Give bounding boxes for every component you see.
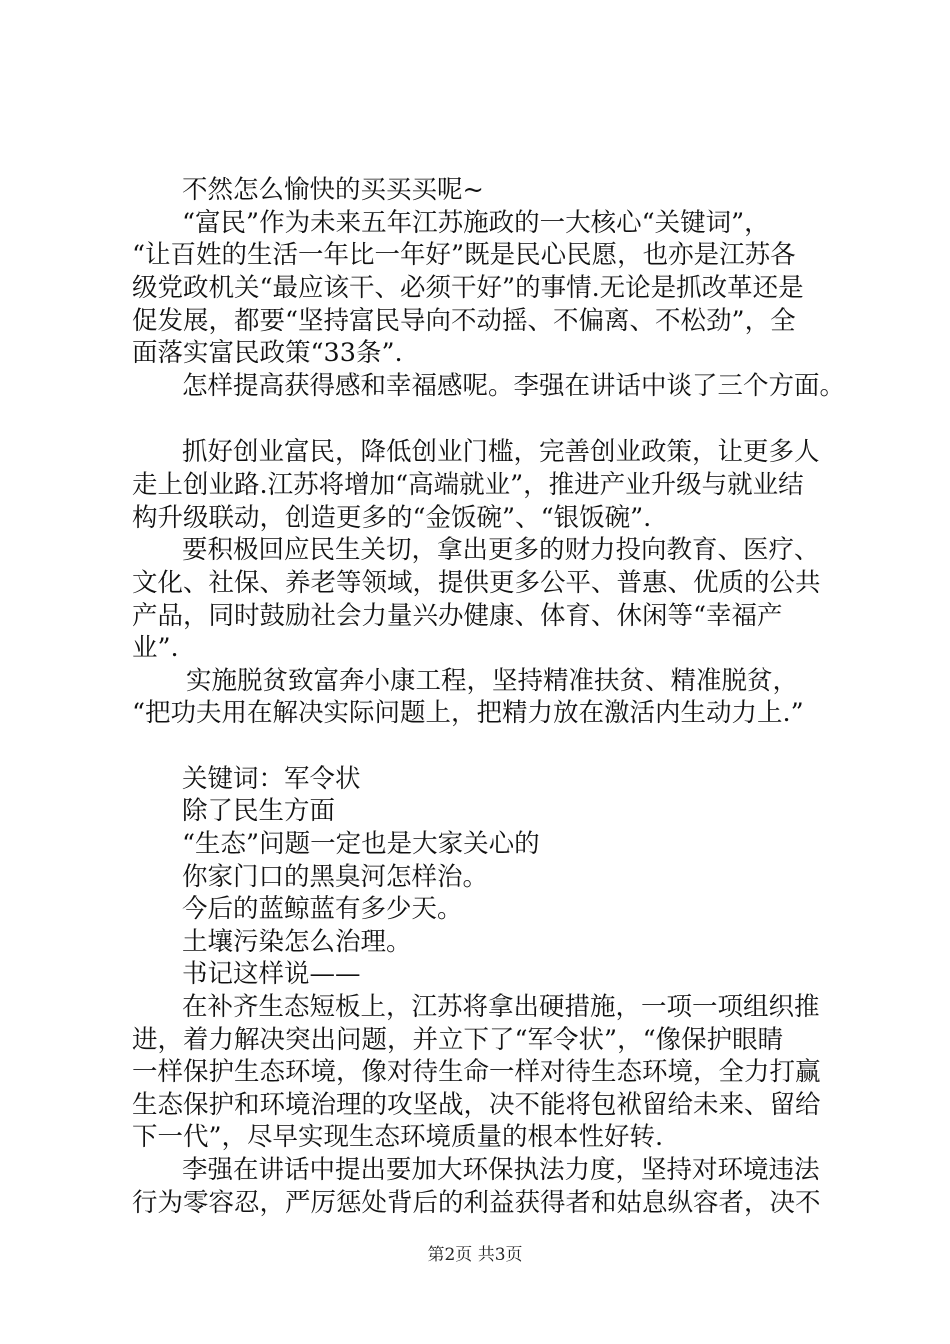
paragraph-line: 进，着力解决突出问题，并立下了“军令状”，“像保护眼睛 xyxy=(132,1025,784,1055)
paragraph-line: 促发展，都要“坚持富民导向不动摇、不偏离、不松劲”，全 xyxy=(132,306,796,336)
paragraph-line: 你家门口的黑臭河怎样治。 xyxy=(182,862,489,892)
paragraph-line: 构升级联动，创造更多的“金饭碗”、“银饭碗”. xyxy=(132,503,652,533)
paragraph-line: 下一代”，尽早实现生态环境质量的根本性好转. xyxy=(132,1122,664,1152)
paragraph-line: 李强在讲话中提出要加大环保执法力度，坚持对环境违法 xyxy=(182,1155,820,1185)
paragraph-line: 怎样提高获得感和幸福感呢。李强在讲话中谈了三个方面。 xyxy=(182,371,846,401)
paragraph-line: 级党政机关“最应该干、必须干好”的事情.无论是抓改革还是 xyxy=(132,273,804,303)
paragraph-line: 实施脱贫致富奔小康工程，坚持精准扶贫、精准脱贫， xyxy=(186,666,799,696)
paragraph-line: “富民”作为未来五年江苏施政的一大核心“关键词”， xyxy=(182,208,770,238)
paragraph-line: 土壤污染怎么治理。 xyxy=(182,927,412,957)
paragraph-line: 不然怎么愉快的买买买呢~ xyxy=(182,175,484,205)
paragraph-line: 面落实富民政策“33条”. xyxy=(132,338,403,368)
paragraph-line: 除了民生方面 xyxy=(182,796,336,826)
paragraph-line: 行为零容忍，严厉惩处背后的利益获得者和姑息纵容者，决不 xyxy=(132,1188,821,1218)
paragraph-line: 走上创业路.江苏将增加“高端就业”，推进产业升级与就业结 xyxy=(132,470,804,500)
paragraph-line: 书记这样说—— xyxy=(182,959,361,989)
paragraph-line: 抓好创业富民，降低创业门槛，完善创业政策，让更多人 xyxy=(182,437,820,467)
section-heading: 关键词：军令状 xyxy=(182,764,361,794)
paragraph-line: 要积极回应民生关切，拿出更多的财力投向教育、医疗、 xyxy=(182,535,820,565)
paragraph-line: 文化、社保、养老等领域，提供更多公平、普惠、优质的公共 xyxy=(132,568,821,598)
paragraph-line: 今后的蓝鲸蓝有多少天。 xyxy=(182,894,463,924)
page-number-footer: 第2页 共3页 xyxy=(427,1245,523,1265)
paragraph-line: “把功夫用在解决实际问题上，把精力放在激活内生动力上.” xyxy=(132,698,804,728)
paragraph-line: “让百姓的生活一年比一年好”既是民心民愿，也亦是江苏各 xyxy=(132,240,796,270)
paragraph-line: 业”. xyxy=(132,633,179,663)
paragraph-line: 一样保护生态环境，像对待生命一样对待生态环境，全力打赢 xyxy=(132,1057,821,1087)
paragraph-line: 生态保护和环境治理的攻坚战，决不能将包袱留给未来、留给 xyxy=(132,1090,821,1120)
paragraph-line: “生态”问题一定也是大家关心的 xyxy=(182,829,540,859)
paragraph-line: 产品，同时鼓励社会力量兴办健康、体育、休闲等“幸福产 xyxy=(132,601,783,631)
paragraph-line: 在补齐生态短板上，江苏将拿出硬措施，一项一项组织推 xyxy=(182,992,820,1022)
